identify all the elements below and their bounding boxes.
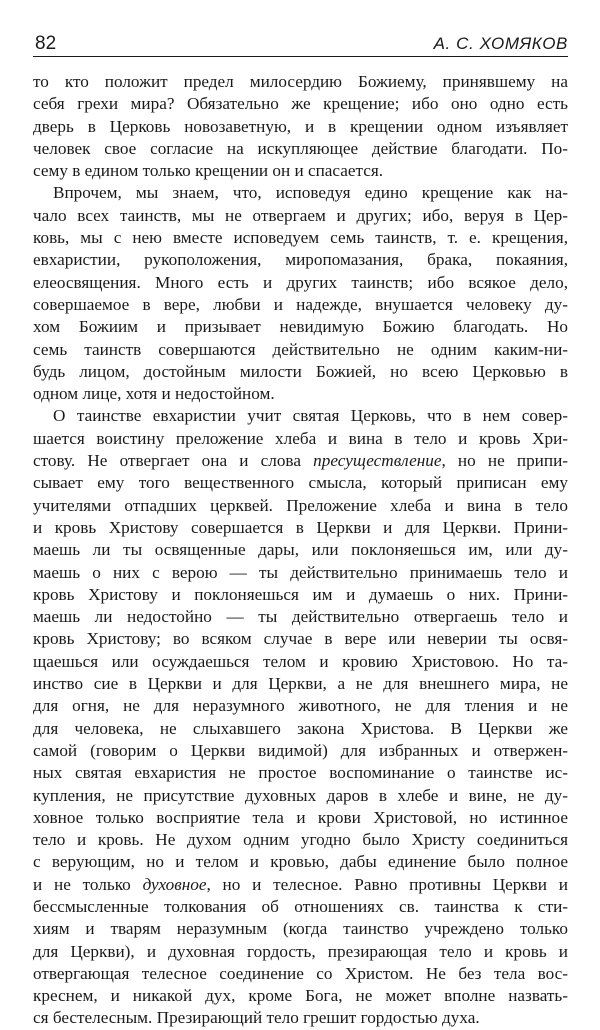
paragraph	[33, 71, 568, 182]
text-line: кровь Христову; во всяком случае в вере или неверии ты освя-	[33, 629, 568, 649]
text-line: для Церкви), и духовная гордость, презирающая тело и кровь и	[33, 941, 568, 961]
text-line: Впрочем, мы знаем, что, исповедуя едино крещение как на-	[53, 183, 568, 203]
italic-term: пресуществление	[313, 451, 442, 471]
text-line: сему в едином только крещении он и спасается.	[33, 161, 384, 181]
text-line: щаешься или осуждаешься телом и кровию Христовою. Но та-	[33, 651, 568, 671]
text-line: хиям и тварям неразумным (когда таинство учреждено только	[33, 919, 568, 939]
text-line: совершаемое в вере, любви и надежде, внушается человеку ду-	[33, 294, 568, 314]
text-line: для человека, не слыхавшего закона Христова. В Церкви же	[33, 718, 568, 738]
text-line: ховное только восприятие тела и крови Христовой, но истинное	[33, 807, 568, 827]
text-line: креснем, и никакой дух, кроме Бога, не может вполне назвать-	[33, 986, 568, 1006]
text-line: ся бестелесным. Презирающий тело грешит гордостью духа.	[33, 1008, 480, 1028]
text-line: ных святая евхаристия не простое воспоминание о таинстве ис-	[33, 763, 568, 783]
text-line: стову. Не отвергает она и слова пресуществление, но не припи-	[33, 451, 568, 471]
text-line: то кто положит предел милосердию Божиему, принявшему на	[33, 72, 568, 91]
text-line: чало всех таинств, мы не отвергаем и других; ибо, веруя в Цер-	[33, 205, 568, 225]
text-line: с верующим, но и телом и кровью, дабы единение было полное	[33, 852, 568, 872]
text-line: для огня, не для неразумного животного, не для тления и не	[33, 696, 568, 716]
text-line: инство сие в Церкви и для Церкви, а не для внешнего мира, не	[33, 674, 568, 694]
text-line: бессмысленные толкования об отношениях св. таинства к сти-	[33, 896, 568, 916]
text-line: маешь ли ты освященные дары, или поклоняешься им, или ду-	[33, 540, 568, 560]
text-line: тело и кровь. Не духом одним угодно было Христу соединиться	[33, 830, 568, 850]
text-line: учителями отпадших церквей. Преложение хлеба и вина в тело	[33, 495, 568, 515]
text-line: маешь ли недостойно — ты действительно отвергаешь тело и	[33, 607, 568, 627]
text-line: семь таинств совершаются действительно не одним каким-ни-	[33, 339, 568, 359]
italic-term: духовное	[142, 874, 207, 894]
text-line: сывает ему того вещественного смысла, который приписан ему	[33, 473, 568, 493]
text-line: будь лицом, достойным милости Божией, но всею Церковью в	[33, 361, 568, 381]
text-line: отвергающая телесное соединение со Христом. Не без тела вос-	[33, 963, 568, 983]
text-line: хом Божиим и призывает невидимую Божию благодать. Но	[33, 317, 568, 337]
book-page	[33, 30, 568, 1030]
text-line: самой (говорим о Церкви видимой) для избранных и отвержен-	[33, 740, 568, 760]
text-line: О таинстве евхаристии учит святая Церковь, что в нем совер-	[53, 406, 568, 426]
text-line: маешь о них с верою — ты действительно принимаешь тело и	[33, 562, 568, 582]
page-number: 82	[35, 33, 57, 54]
text-line: себя грехи мира? Обязательно же крещение; ибо оно одно есть	[33, 94, 568, 114]
text-line: одном лице, хотя и недостойном.	[33, 384, 275, 404]
text-line: кровь Христову и поклоняешься им и думаешь о них. Прини-	[33, 584, 568, 604]
text-line: человек свое согласие на искупляющее действие благодати. По-	[33, 138, 568, 158]
text-body	[33, 71, 568, 1030]
text-line: елеосвящения. Много есть и других таинств; ибо всякое дело,	[33, 272, 568, 292]
text-line: евхаристии, рукоположения, миропомазания, брака, покаяния,	[33, 250, 568, 270]
text-line: купления, не присутствие духовных даров в хлебе и вине, не ду-	[33, 785, 568, 805]
text-line: дверь в Церковь новозаветную, и в крещении одном изъявляет	[33, 116, 568, 136]
text-line: шается воистину преложение хлеба и вина в тело и кровь Хри-	[33, 428, 568, 448]
running-header	[33, 30, 568, 57]
running-author: А. С. ХОМЯКОВ	[433, 34, 568, 53]
paragraph	[33, 405, 568, 1029]
text-line: ковь, мы с нею вместе исповедуем семь таинств, т. е. крещения,	[33, 228, 568, 248]
text-line: и кровь Христову совершается в Церкви и для Церкви. Прини-	[33, 517, 568, 537]
text-line: и не только духовное, но и телесное. Равно противны Церкви и	[33, 874, 569, 894]
paragraph	[33, 182, 568, 405]
